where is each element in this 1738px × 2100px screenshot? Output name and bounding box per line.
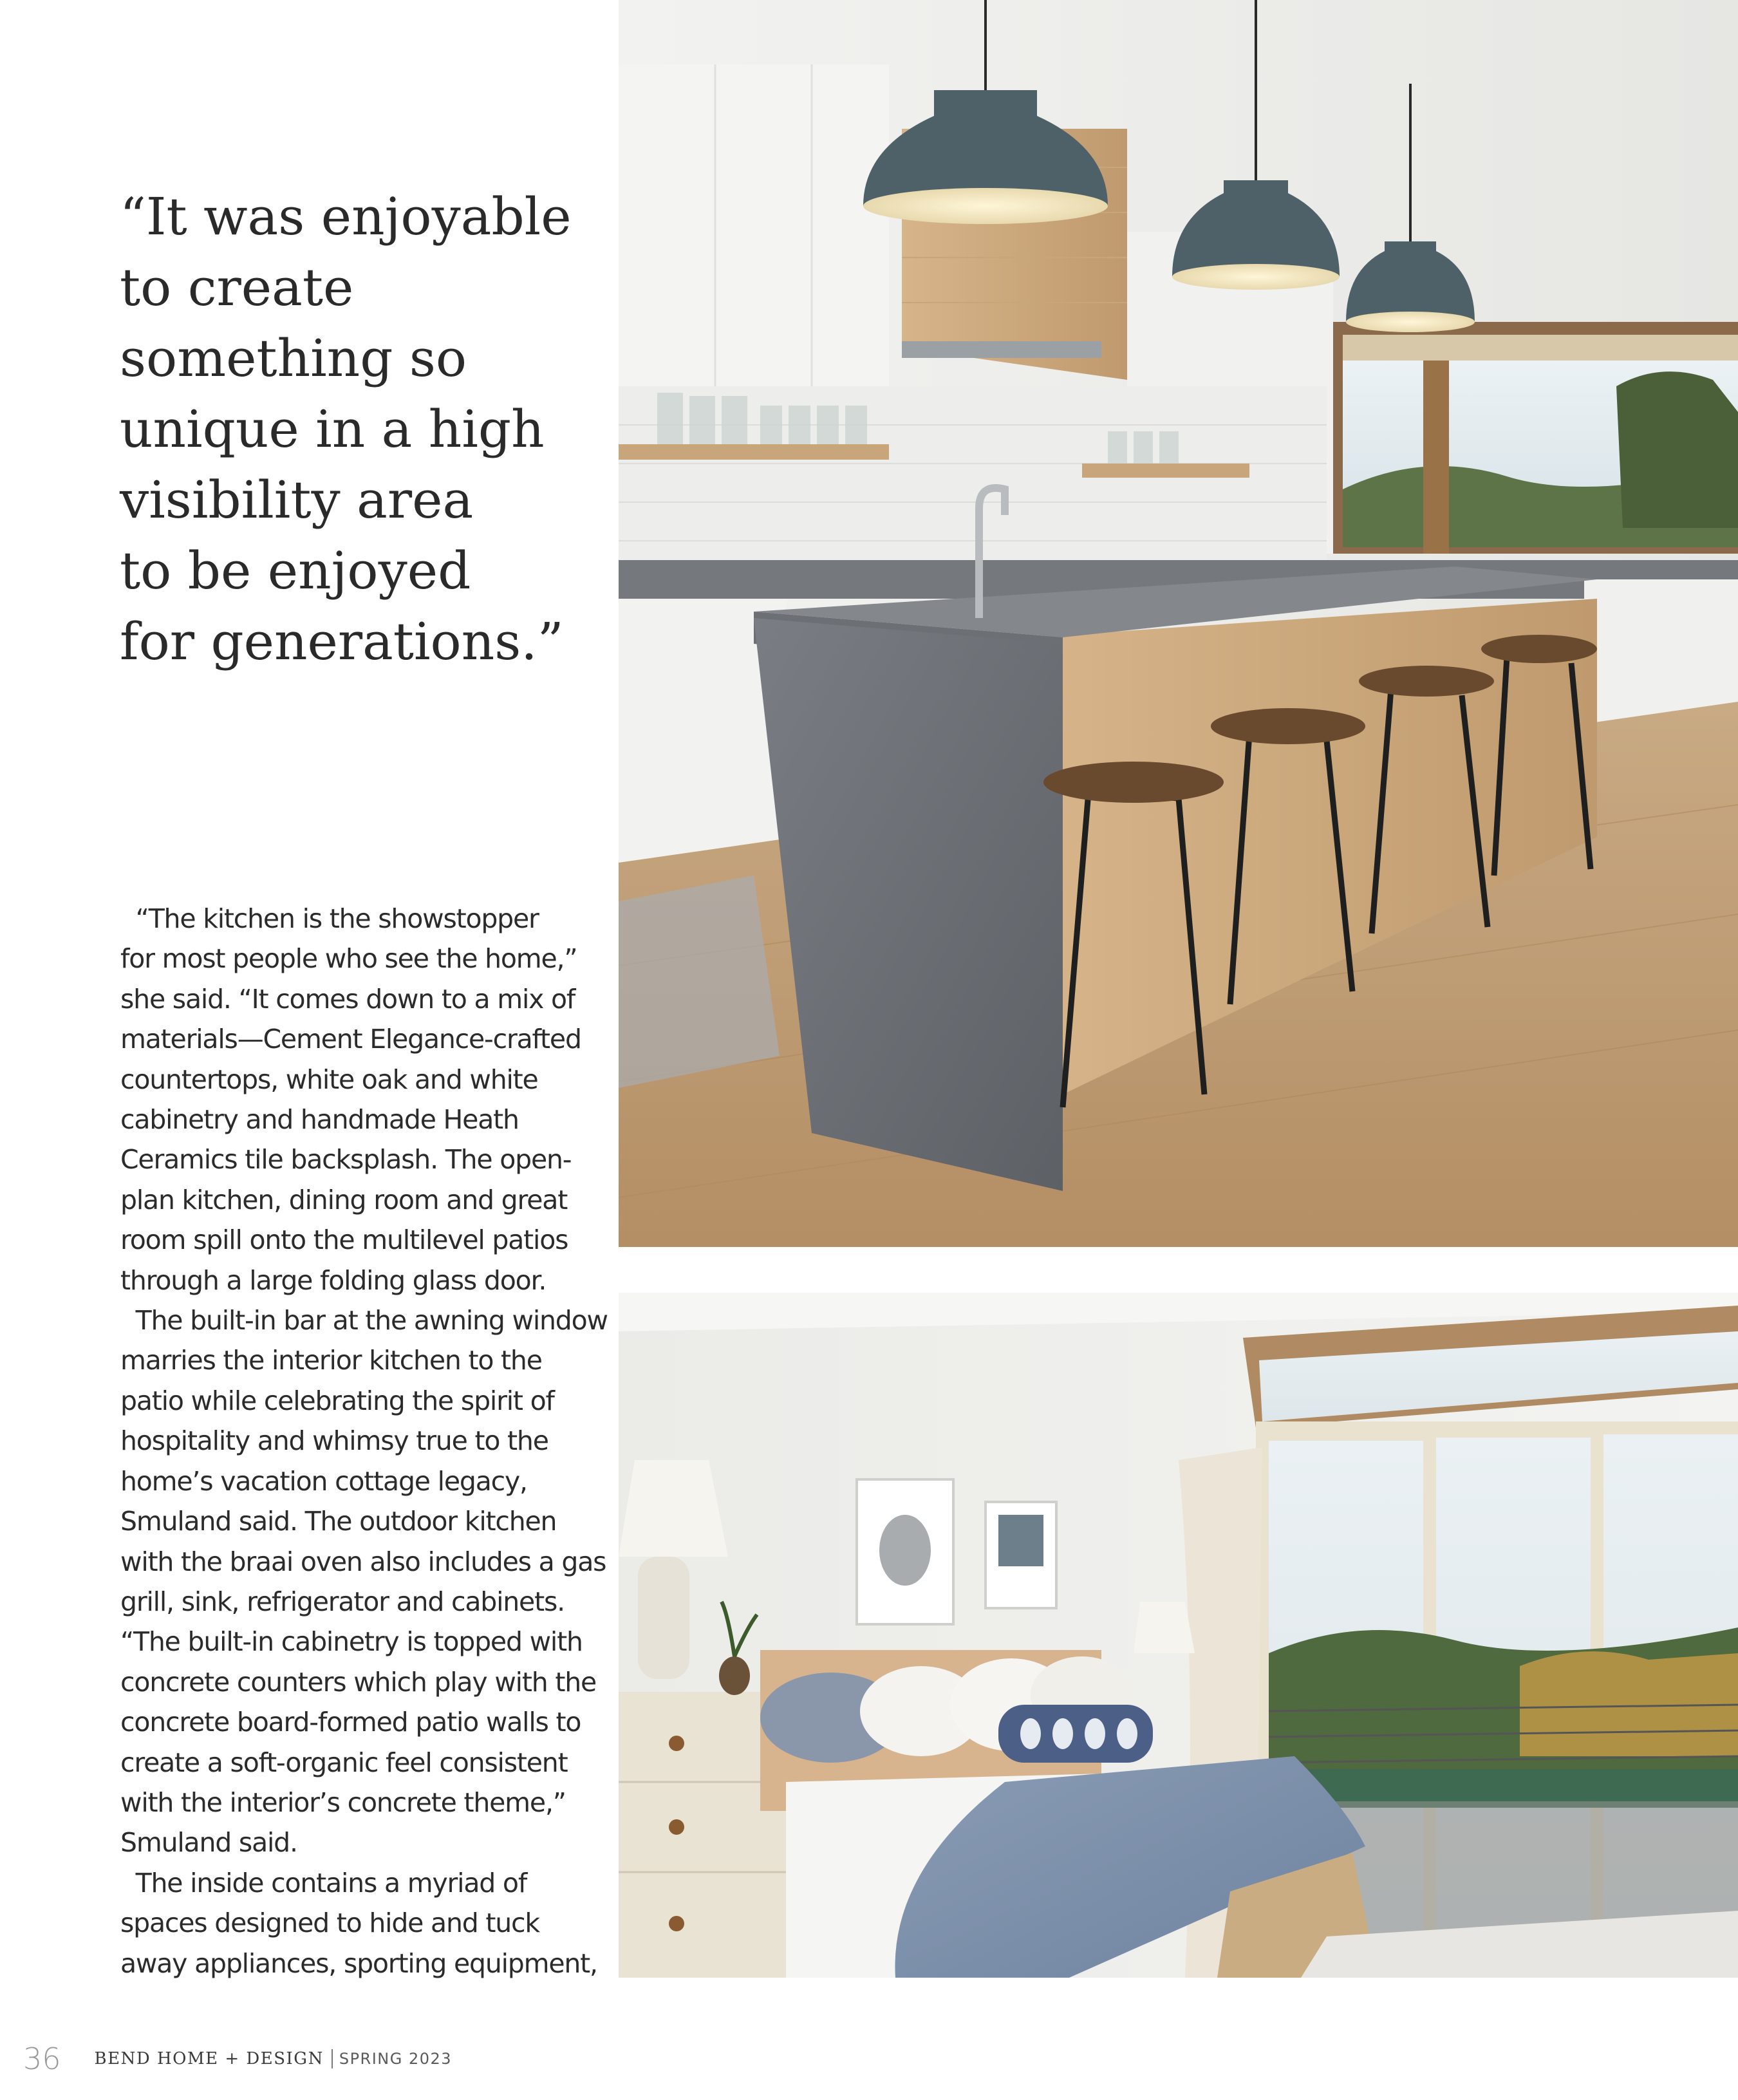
article-line: Ceramics tile backsplash. The open- — [120, 1144, 572, 1176]
bedroom-photo — [619, 1293, 1738, 1978]
pull-quote — [120, 182, 609, 677]
article-line: Smuland said. — [120, 1827, 297, 1859]
article-line: hospitality and whimsy true to the — [120, 1425, 548, 1457]
article-line: plan kitchen, dining room and great — [120, 1184, 568, 1215]
article-line: through a large folding glass door. — [120, 1264, 547, 1296]
article-line: home’s vacation cottage legacy, — [120, 1465, 527, 1497]
article-line: concrete counters which play with the — [120, 1666, 597, 1698]
article-body — [120, 899, 610, 1983]
article-line: Smuland said. The outdoor kitchen — [120, 1506, 557, 1537]
article-line: marries the interior kitchen to the — [120, 1345, 542, 1376]
pull-quote-line: to be enjoyed — [120, 541, 471, 601]
pull-quote-line: unique in a high — [120, 399, 545, 459]
issue-label: SPRING 2023 — [339, 2050, 453, 2068]
kitchen-photo — [619, 0, 1738, 1247]
pull-quote-line: “It was enjoyable — [120, 187, 572, 247]
article-line: The built-in bar at the awning window — [120, 1305, 608, 1336]
article-line: concrete board-formed patio walls to — [120, 1707, 581, 1738]
article-line: materials—Cement Elegance-crafted — [120, 1024, 581, 1055]
article-line: “The built-in cabinetry is topped with — [120, 1626, 583, 1658]
article-line: for most people who see the home,” — [120, 943, 577, 975]
page-number: 36 — [23, 2041, 61, 2076]
article-line: create a soft-organic feel consistent — [120, 1747, 568, 1778]
pull-quote-line: for generations.” — [120, 612, 564, 671]
article-line: away appliances, sporting equipment, — [120, 1947, 597, 1979]
pull-quote-line: something so — [120, 328, 467, 388]
article-line: spaces designed to hide and tuck — [120, 1908, 539, 1939]
article-line: countertops, white oak and white — [120, 1064, 538, 1095]
article-line: cabinetry and handmade Heath — [120, 1104, 519, 1136]
page-footer — [23, 2039, 452, 2078]
pull-quote-line: to create — [120, 258, 354, 317]
article-line: with the interior’s concrete theme,” — [120, 1786, 566, 1818]
article-line: she said. “It comes down to a mix of — [120, 983, 575, 1015]
article-line: room spill onto the multilevel patios — [120, 1224, 568, 1256]
footer-divider — [332, 2049, 333, 2068]
article-line: patio while celebrating the spirit of — [120, 1385, 554, 1416]
pull-quote-line: visibility area — [120, 470, 474, 530]
article-line: “The kitchen is the showstopper — [120, 903, 539, 934]
article-line: grill, sink, refrigerator and cabinets. — [120, 1586, 565, 1617]
article-line: The inside contains a myriad of — [120, 1867, 527, 1898]
article-line: with the braai oven also includes a gas — [120, 1546, 606, 1577]
magazine-name: BEND HOME + DESIGN — [94, 2049, 324, 2068]
